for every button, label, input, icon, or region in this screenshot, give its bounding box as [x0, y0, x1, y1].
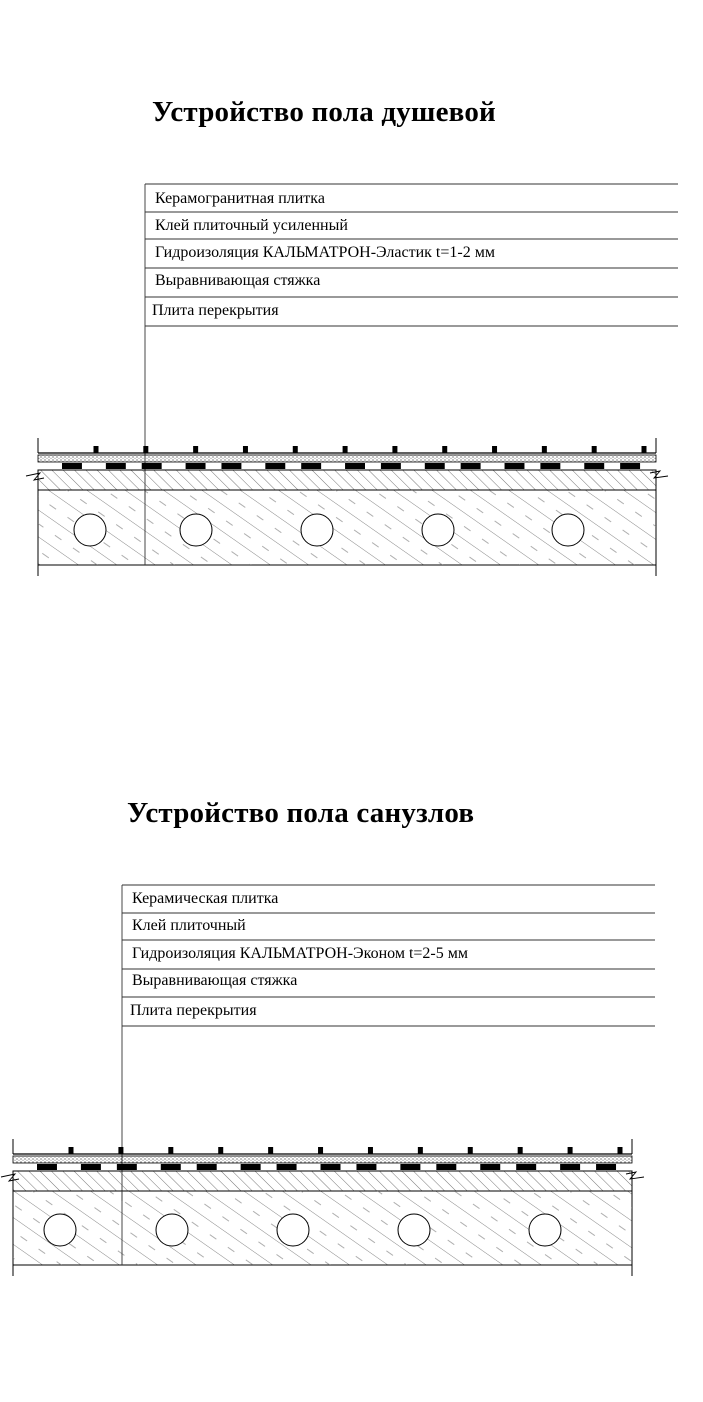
tile-joint [318, 1147, 323, 1154]
adhesive-dash [461, 463, 481, 469]
tile-joint [218, 1147, 223, 1154]
slab-hollow-core [422, 514, 454, 546]
adhesive-dash [186, 463, 206, 469]
adhesive-dash [425, 463, 445, 469]
tile-joint [69, 1147, 74, 1154]
slab-hollow-core [277, 1214, 309, 1246]
slab-hollow-core [529, 1214, 561, 1246]
tile-joint [642, 446, 647, 453]
tile-joint [343, 446, 348, 453]
adhesive-dash [620, 463, 640, 469]
tile-joint [492, 446, 497, 453]
slab-hollow-core [44, 1214, 76, 1246]
tile-joint [168, 1147, 173, 1154]
adhesive-dash [197, 1164, 217, 1170]
adhesive-dash [381, 463, 401, 469]
slab-hollow-core [301, 514, 333, 546]
layer-label-shower-slab: Плита перекрытия [152, 302, 279, 319]
layer-label-bathroom-adhesive: Клей плиточный [132, 917, 246, 934]
adhesive-dash [516, 1164, 536, 1170]
adhesive-dash [400, 1164, 420, 1170]
layer-label-shower-waterproofing: Гидроизоляция КАЛЬМАТРОН-Эластик t=1-2 мм [155, 244, 495, 261]
tile-joint [118, 1147, 123, 1154]
tile-joint [293, 446, 298, 453]
tile-joint [542, 446, 547, 453]
layer-label-shower-adhesive: Клей плиточный усиленный [155, 217, 348, 234]
adhesive-dash [321, 1164, 341, 1170]
tile-joint [143, 446, 148, 453]
adhesive-dash [345, 463, 365, 469]
waterproofing-layer [13, 1156, 632, 1163]
tile-joint [368, 1147, 373, 1154]
adhesive-dash [62, 463, 82, 469]
waterproofing-layer [38, 455, 656, 462]
tile-joint [243, 446, 248, 453]
tile-joint [592, 446, 597, 453]
adhesive-dash [480, 1164, 500, 1170]
adhesive-dash [81, 1164, 101, 1170]
adhesive-dash [277, 1164, 297, 1170]
adhesive-dash [560, 1164, 580, 1170]
adhesive-dash [161, 1164, 181, 1170]
tile-joint [442, 446, 447, 453]
shower-floor-section [26, 184, 678, 576]
adhesive-dash [241, 1164, 261, 1170]
adhesive-dash [265, 463, 285, 469]
bathroom-floor-section [1, 885, 655, 1276]
adhesive-dash [221, 463, 241, 469]
tile-joint [518, 1147, 523, 1154]
adhesive-dash [540, 463, 560, 469]
adhesive-dash [117, 1164, 137, 1170]
adhesive-dash [301, 463, 321, 469]
tile-joint [193, 446, 198, 453]
adhesive-dash [505, 463, 525, 469]
tile-joint [392, 446, 397, 453]
adhesive-dash [584, 463, 604, 469]
tile-joint [618, 1147, 623, 1154]
layer-label-bathroom-slab: Плита перекрытия [130, 1002, 257, 1019]
tile-joint [418, 1147, 423, 1154]
layer-label-shower-tile: Керамогранитная плитка [155, 190, 325, 207]
adhesive-dash [436, 1164, 456, 1170]
layer-label-bathroom-tile: Керамическая плитка [132, 890, 279, 907]
tile-joint [468, 1147, 473, 1154]
screed-layer [13, 1171, 632, 1191]
section-title-bathroom: Устройство пола санузлов [127, 797, 475, 829]
slab-hollow-core [552, 514, 584, 546]
layer-label-bathroom-waterproofing: Гидроизоляция КАЛЬМАТРОН-Эконом t=2-5 мм [132, 945, 469, 962]
layer-label-shower-screed: Выравнивающая стяжка [155, 272, 321, 289]
adhesive-dash [37, 1164, 57, 1170]
adhesive-dash [356, 1164, 376, 1170]
screed-layer [38, 470, 656, 490]
slab-hollow-core [398, 1214, 430, 1246]
layer-label-bathroom-screed: Выравнивающая стяжка [132, 972, 298, 989]
adhesive-dash [596, 1164, 616, 1170]
tile-joint [268, 1147, 273, 1154]
tile-joint [94, 446, 99, 453]
slab-hollow-core [180, 514, 212, 546]
section-title-shower: Устройство пола душевой [152, 96, 496, 128]
tile-joint [568, 1147, 573, 1154]
adhesive-dash [142, 463, 162, 469]
slab-hollow-core [156, 1214, 188, 1246]
slab-hollow-core [74, 514, 106, 546]
adhesive-dash [106, 463, 126, 469]
